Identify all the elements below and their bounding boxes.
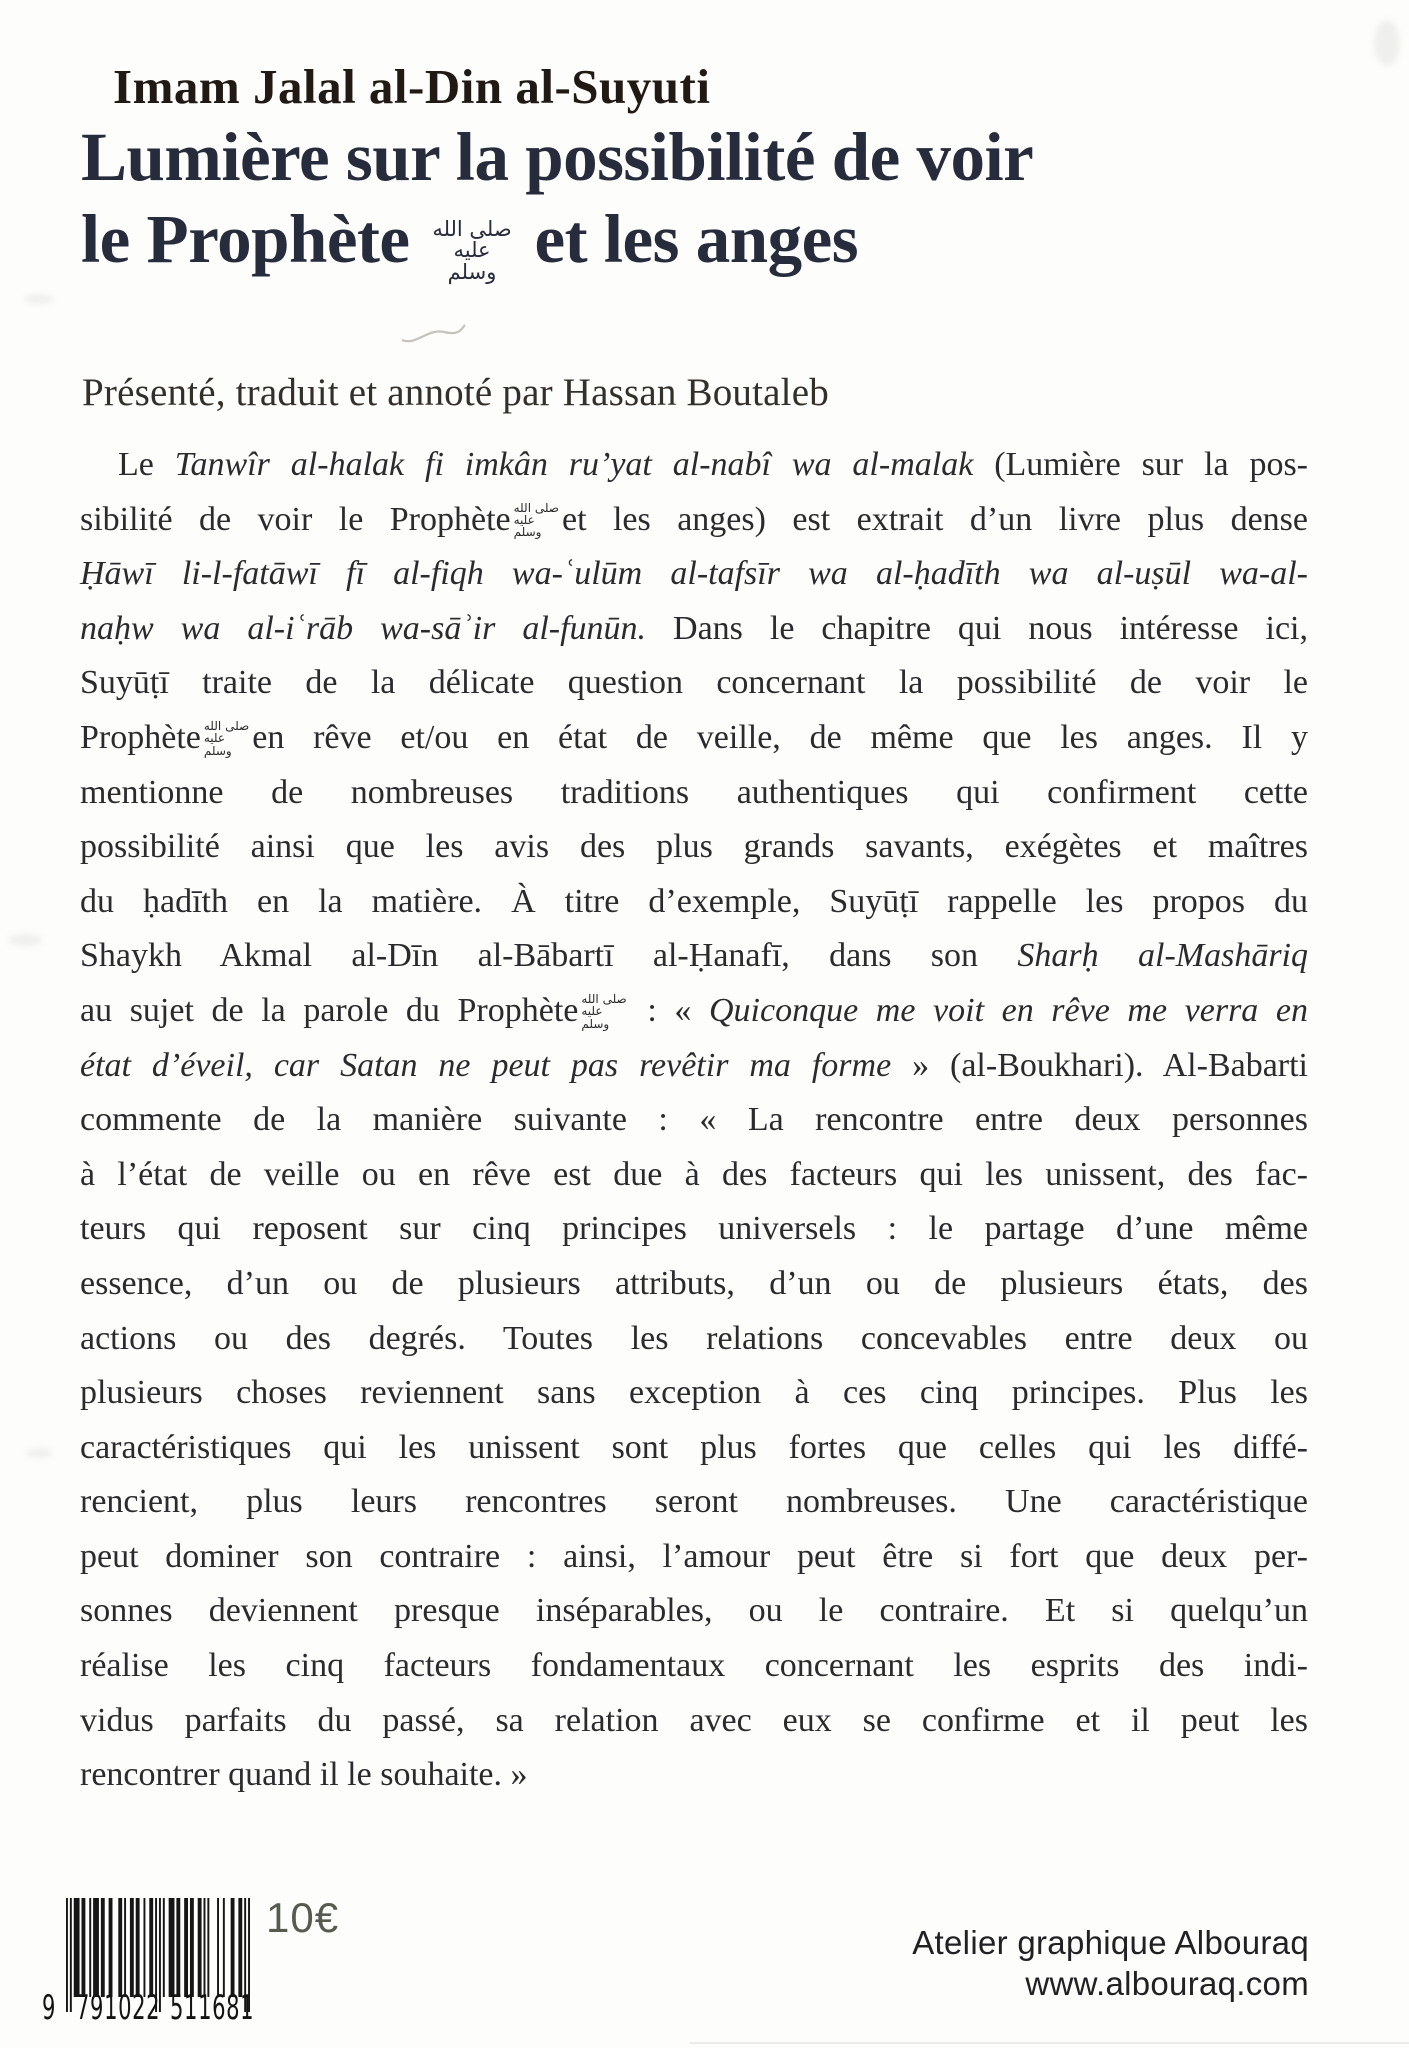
sallallahu-alayhi-wa-sallam-calligraphy: صلى الله عليه وسلم [581,992,627,1031]
sallallahu-alayhi-wa-sallam-calligraphy: صلى الله عليه وسلم [513,500,559,540]
title-line-1: Lumière sur la possibilité de voir [81,119,1034,195]
body-line: naḥw wa al-iʿrāb wa-sāʾir al-funūn. Dans le chapitre qui nous intéresse ici, [80,609,1308,647]
body-line: à l’état de veille ou en rêve est due à des facteurs qui les unissent, des fac- [80,1155,1308,1193]
body-line: rencontrer quand il le souhaite. » [80,1756,528,1794]
body-line: Shaykh Akmal al-Dīn al-Bābartī al-Ḥanafī, dans son Sharḥ al-Mashāriq [80,937,1308,975]
body-line: rencient, plus leurs rencontres seront nombreuses. Une caractéristique [80,1483,1308,1521]
publisher-studio: Atelier graphique Albouraq [912,1924,1309,1961]
isbn-digit-group: 9 [42,1988,57,2028]
body-line: sibilité de voir le Prophète صلى الله عليه وسلم et les anges) est extrait d’un livre plus dense [80,500,1308,540]
page-smudge [1374,20,1400,66]
body-line: vidus parfaits du passé, sa relation avec eux se confirme et il peut les [80,1701,1308,1739]
pen-smudge [398,322,468,348]
body-line: Prophète صلى الله عليه وسلم en rêve et/ou en état de veille, de même que les anges. Il y [80,718,1308,758]
body-line: du ḥadīth en la matière. À titre d’exemple, Suyūṭī rappelle les propos du [80,882,1308,920]
body-line: plusieurs choses reviennent sans exception à ces cinq principes. Plus les [80,1374,1308,1412]
body-line: peut dominer son contraire : ainsi, l’amour peut être si fort que deux per- [80,1537,1308,1575]
body-line: actions ou des degrés. Toutes les relations concevables entre deux ou [80,1319,1308,1357]
body-line: état d’éveil, car Satan ne peut pas revêtir ma forme » (al-Boukhari). Al-Babarti [80,1046,1309,1084]
isbn-digit-group: 791022 [76,1988,161,2028]
title-line-2: le Prophète صلى الله عليه وسلم et les anges [81,201,859,284]
body-line: réalise les cinq facteurs fondamentaux concernant les esprits des indi- [80,1647,1308,1685]
body-line: mentionne de nombreuses traditions authentiques qui confirment cette [80,773,1308,811]
page-edge-shadow [690,2042,1409,2044]
book-title [81,116,1341,283]
body-line: Suyūṭī traite de la délicate question concernant la possibilité de voir le [80,664,1308,702]
page-smudge [26,1448,52,1458]
body-line: caractéristiques qui les unissent sont plus fortes que celles qui les diffé- [80,1428,1308,1466]
publisher-credits [912,1922,1309,2004]
body-line: au sujet de la parole du Prophète صلى الله عليه وسلم : « Quiconque me voit en rêve me verra en [80,991,1308,1031]
body-line: possibilité ainsi que les avis des plus grands savants, exégètes et maîtres [80,828,1308,866]
sallallahu-alayhi-wa-sallam-calligraphy: صلى الله عليه وسلم [432,216,512,284]
synopsis-paragraph [80,438,1308,1803]
page-smudge [24,294,54,304]
isbn-digit-group: 511681 [170,1988,255,2028]
body-line: commente de la manière suivante : « La rencontre entre deux personnes [80,1101,1308,1139]
sallallahu-alayhi-wa-sallam-calligraphy: صلى الله عليه وسلم [203,719,250,758]
body-line: essence, d’un ou de plusieurs attributs, d’un ou de plusieurs états, des [80,1264,1308,1302]
body-line: Le Tanwîr al-halak fi imkân ru’yat al-nabî wa al-malak (Lumière sur la pos- [118,446,1309,483]
page-smudge [8,934,42,946]
body-line: sonnes deviennent presque inséparables, ou le contraire. Et si quelqu’un [80,1592,1308,1630]
publisher-website: www.albouraq.com [1025,1965,1309,2002]
author-name: Imam Jalal al-Din al-Suyuti [113,59,711,114]
body-line: Ḥāwī li-l-fatāwī fī al-fiqh wa-ʿulūm al-tafsīr wa al-ḥadīth wa al-uṣūl wa-al- [80,555,1308,593]
body-line: teurs qui reposent sur cinq principes universels : le partage d’une même [80,1210,1308,1248]
translator-credit: Présenté, traduit et annoté par Hassan Boutaleb [82,371,829,414]
price-label: 10€ [266,1894,340,1941]
